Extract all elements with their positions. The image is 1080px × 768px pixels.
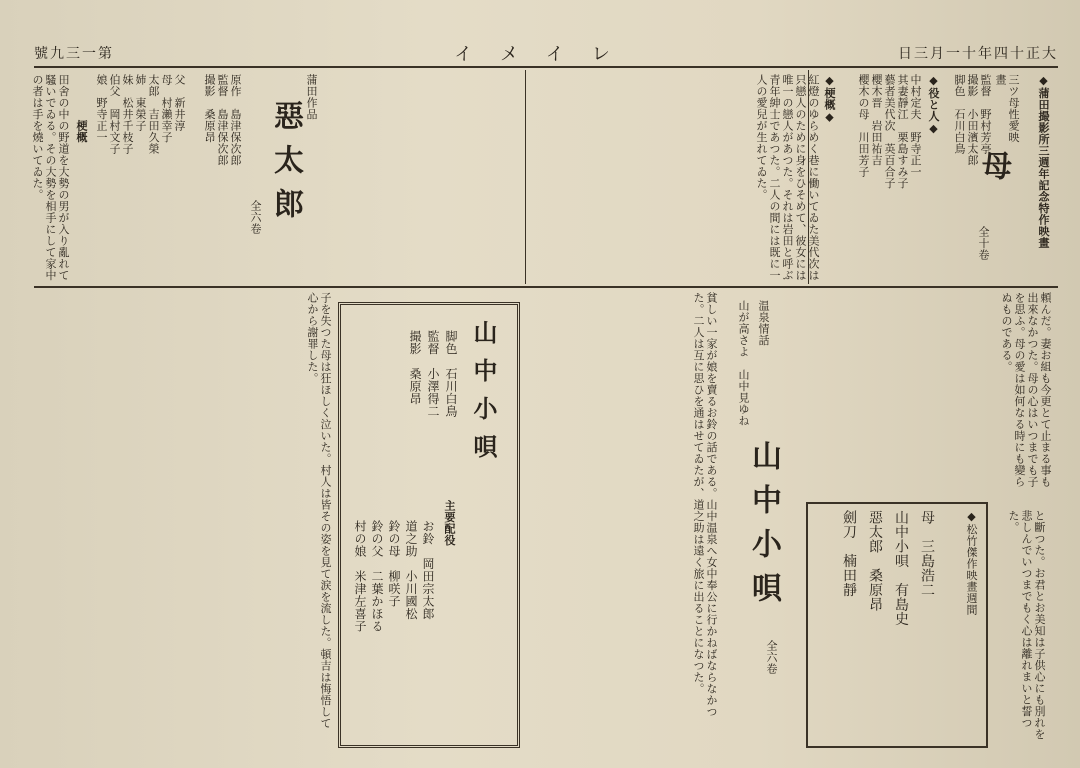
box-title: 山中小唄 <box>469 320 498 472</box>
synopsis-left-columns: 子を失つた母は狂ほしく泣いた。村人は皆その姿を見て涙を流した。頓吉は悔悟して心から謝罪した。 <box>306 292 332 729</box>
staff-line: 監督 小澤得二 <box>426 330 440 418</box>
cast-list-akutaro <box>90 74 186 282</box>
film-subtitle: 三ツ母性愛映畫 <box>994 74 1020 143</box>
cast-list-haha <box>842 74 922 282</box>
cast-line: 鈴の母 柳咲子 <box>387 520 401 608</box>
program-item: 劍刀 楠田靜 <box>841 510 857 597</box>
cast-line: 道之助 小川國松 <box>404 520 418 620</box>
staff-line: 撮影 桑原昂 <box>408 330 422 405</box>
synopsis-heading-akutaro: 梗概 <box>75 120 88 143</box>
cast-line: 太郎 吉田久榮 <box>147 74 160 155</box>
credits-akutaro <box>190 74 242 282</box>
mid-divider <box>34 286 1058 288</box>
film-title-yamanaka: 山中小唄 <box>746 440 781 616</box>
credit-line: 撮影 小田濱太郎 <box>966 74 979 166</box>
masthead-title: イメイレ <box>454 44 638 65</box>
box-staff <box>400 330 460 480</box>
synopsis-haha: 紅燈のゆらめく巷に働いてゐた美代次は只戀人のために身をひそめて、彼女には唯一の戀人があつた。それは岩田と呼ぶ青年紳士であつた。二人の間には既に一人の愛兒が生れてゐた。 <box>755 74 820 281</box>
credit-line: 監督 野村芳亭 <box>979 74 992 155</box>
synopsis-haha-cont: 頼んだ。妻お組も今更とて止まる事も出來なかつた。母の心はいつまでも子を思ふ。母の愛は如何なる時にも變らぬものである。 <box>1000 292 1052 488</box>
label-kamata: 蒲田作品 <box>305 74 318 120</box>
weekly-program-heading: ◆松竹傑作映畫週間 <box>965 510 978 616</box>
program-item: 母 三島浩二 <box>919 510 935 597</box>
program-item: 山中小唄 有島史 <box>893 510 909 626</box>
credit-line: 撮影 桑原昂 <box>203 74 216 143</box>
closing-text: と斷つた。お君とお美知は子供心にも別れを悲しんでいつまでもく心は離れまいと誓つた。 <box>1007 510 1046 740</box>
cast-line: 母 村瀨幸子 <box>160 74 173 143</box>
reels-haha: 全十卷 <box>977 226 990 261</box>
credit-line: 監督 島津保次郎 <box>216 74 229 166</box>
program-item: 惡太郎 桑原昂 <box>867 510 883 612</box>
cast-line: 伯父 岡村文子 <box>108 74 121 155</box>
cast-line: 娘 野寺正一 <box>95 74 108 143</box>
issue-date: 日三月一十年四十正大 <box>898 46 1058 62</box>
cast-heading-haha: ◆役と人◆ <box>927 74 940 136</box>
synopsis-heading-haha: ◆梗概◆ <box>823 74 836 124</box>
column-divider <box>525 70 526 284</box>
cast-line: 父 新井淳 <box>173 74 186 132</box>
genre-label: 温泉情話 <box>757 300 770 346</box>
cast-line: 鈴の父 二葉かほる <box>370 520 384 633</box>
cast-line: 櫻木の母 川田芳子 <box>857 74 870 178</box>
credit-line: 脚色 石川白鳥 <box>953 74 966 155</box>
synopsis-yamanaka: 貧しい一家が娘を賣るお鈴の話である。山中温泉へ女中奉公に行かねばならなかつた。二人は互に思ひを通はせてゐたが、道之助は遠く旅に出ることになつた。 <box>692 292 718 718</box>
reels-yamanaka: 全六卷 <box>765 640 778 675</box>
film-title-haha: 母 <box>976 150 1011 194</box>
issue-number: 號九三一第 <box>34 46 114 62</box>
credit-line: 原作 島津保次郎 <box>229 74 242 166</box>
credits-haha <box>952 74 992 174</box>
synopsis-akutaro: 田舍の中の野道を大勢の男が入り亂れて騷いでゐる。その大勢を相手にして家中の者は手を燒いてゐた。 <box>31 74 70 281</box>
staff-line: 脚色 石川白鳥 <box>444 330 458 418</box>
cast-line: 櫻木晋 岩田祐吉 <box>870 74 883 166</box>
cast-line: 姉 東榮子 <box>134 74 147 132</box>
box-cast-list <box>346 520 436 736</box>
cast-line: 村の娘 米津左喜子 <box>353 520 367 633</box>
song-line: 山が高さよ 山中見ゆね <box>737 300 750 427</box>
weekly-program-list <box>816 510 940 738</box>
page-header <box>34 40 1058 68</box>
cast-line: 中村定夫 野寺正一 <box>909 74 922 178</box>
cast-line: お鈴 岡田宗太郎 <box>421 520 435 620</box>
film-title-akutaro: 惡太郎 <box>268 100 303 232</box>
cast-line: 妹 松井千枝子 <box>121 74 134 155</box>
box-cast-heading: 主要配役 <box>443 500 456 546</box>
cast-line: 藝者美代次 英百合子 <box>883 74 896 189</box>
studio-heading: ◆蒲田撮影所三週年記念特作映畫 <box>1037 74 1050 249</box>
reels-akutaro: 全六卷 <box>249 200 262 235</box>
cast-line: 其妻靜江 栗島すみ子 <box>896 74 909 189</box>
